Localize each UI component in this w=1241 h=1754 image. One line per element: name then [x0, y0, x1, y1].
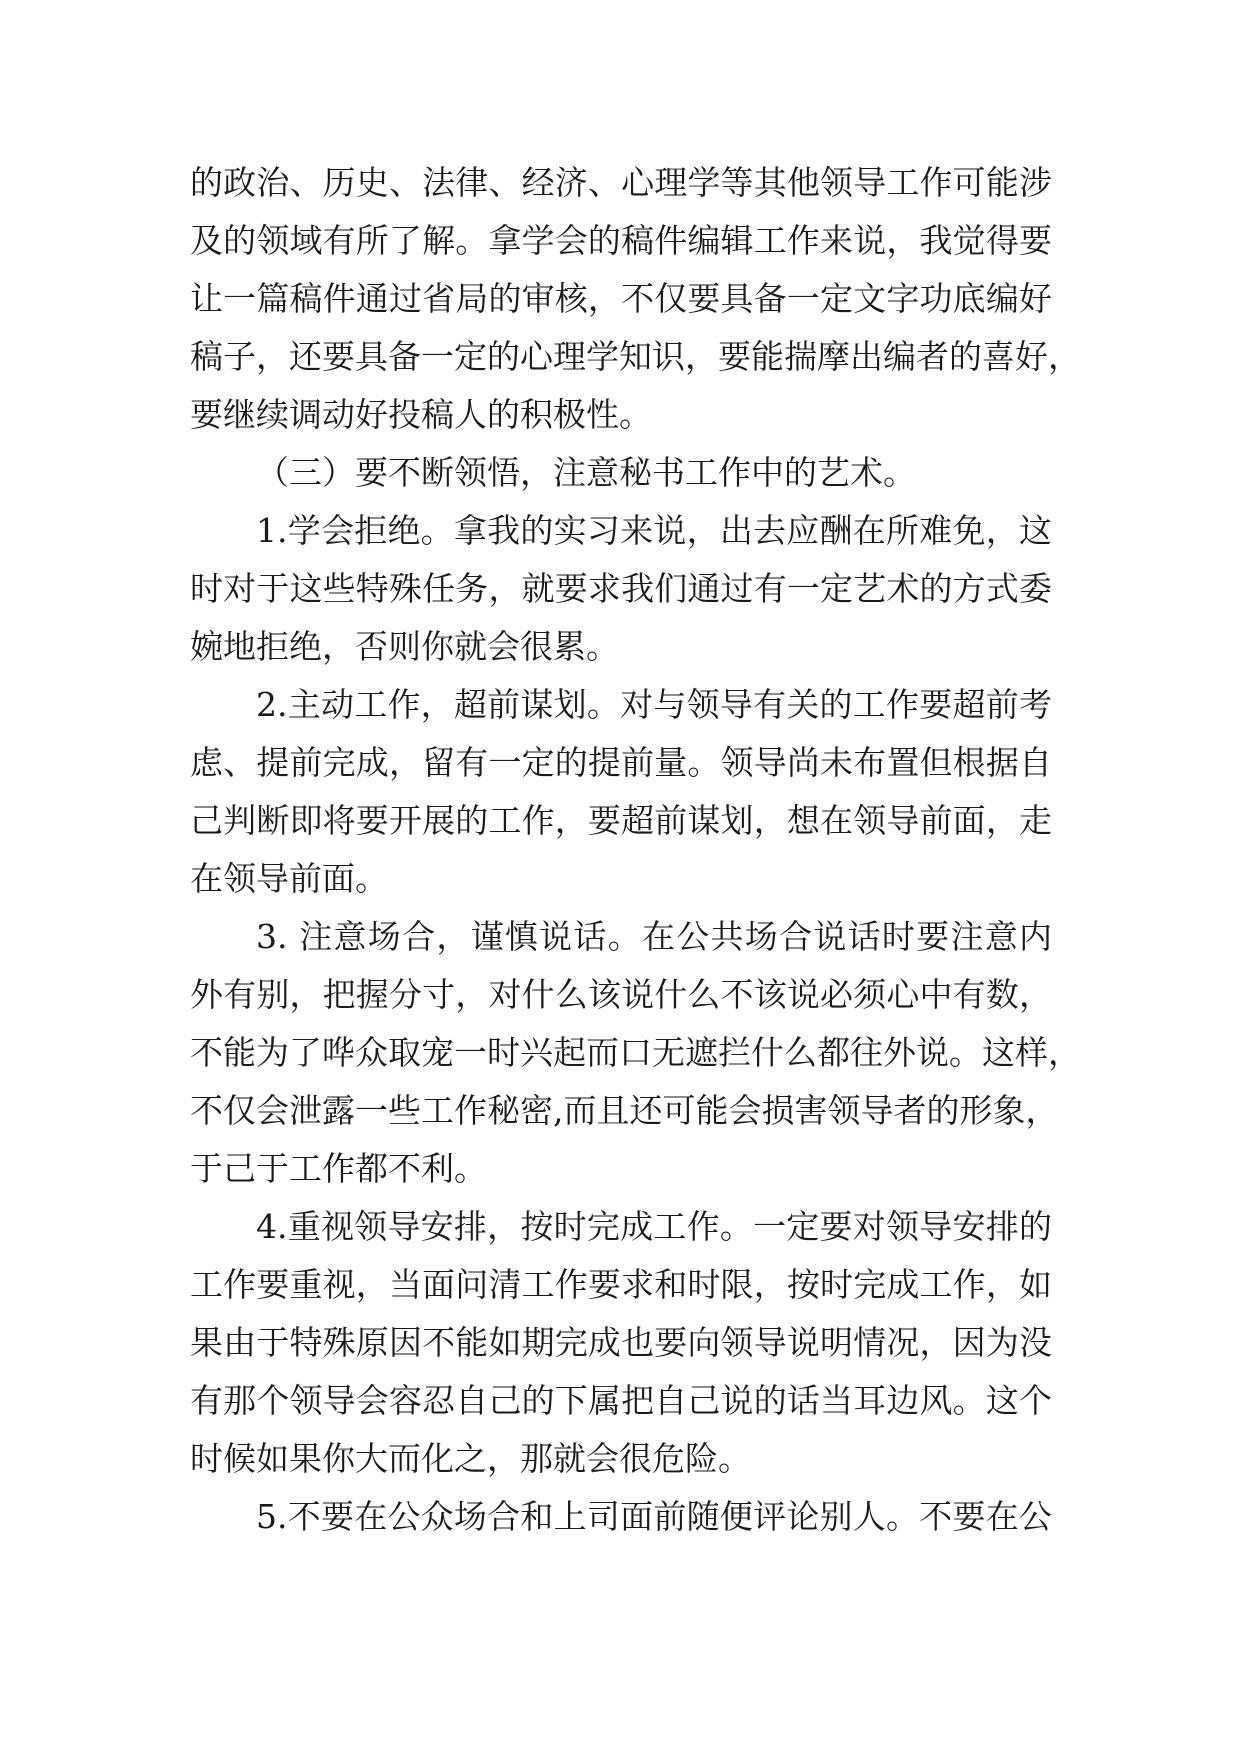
text-line: 让一篇稿件通过省局的审核，不仅要具备一定文字功底编好: [190, 279, 1052, 318]
text-line: 婉地拒绝，否则你就会很累。: [190, 627, 619, 666]
text-line: 在领导前面。: [190, 859, 388, 898]
text-line: 要继续调动好投稿人的积极性。: [190, 395, 652, 434]
text-line: 时对于这些特殊任务，就要求我们通过有一定艺术的方式委: [190, 569, 1052, 608]
text-line: 1.学会拒绝。拿我的实习来说，出去应酬在所难免，这: [256, 511, 1052, 550]
text-line: 工作要重视，当面问清工作要求和时限，按时完成工作，如: [190, 1265, 1052, 1304]
text-line: 4.重视领导安排，按时完成工作。一定要对领导安排的: [256, 1207, 1052, 1246]
section-heading: （三）要不断领悟，注意秘书工作中的艺术。: [256, 453, 916, 492]
text-line: 外有别，把握分寸，对什么该说什么不该说必须心中有数，: [190, 975, 1052, 1014]
text-line: 时候如果你大而化之，那就会很危险。: [190, 1439, 751, 1478]
text-line: 己判断即将要开展的工作，要超前谋划，想在领导前面，走: [190, 801, 1052, 840]
text-line: 3. 注意场合，谨慎说话。在公共场合说话时要注意内: [256, 917, 1052, 956]
text-line: 果由于特殊原因不能如期完成也要向领导说明情况，因为没: [190, 1323, 1052, 1362]
text-line: 5.不要在公众场合和上司面前随便评论别人。不要在公: [256, 1497, 1052, 1536]
text-line: 虑、提前完成，留有一定的提前量。领导尚未布置但根据自: [190, 743, 1052, 782]
text-line: 于己于工作都不利。: [190, 1149, 487, 1188]
text-line: 及的领域有所了解。拿学会的稿件编辑工作来说，我觉得要: [190, 221, 1052, 260]
text-line: 有那个领导会容忍自己的下属把自己说的话当耳边风。这个: [190, 1381, 1052, 1420]
text-line: 不能为了哗众取宠一时兴起而口无遮拦什么都往外说。这样，: [190, 1033, 1081, 1072]
text-line: 稿子，还要具备一定的心理学知识，要能揣摩出编者的喜好，: [190, 337, 1081, 376]
text-line: 2.主动工作，超前谋划。对与领导有关的工作要超前考: [256, 685, 1052, 724]
text-line: 不仅会泄露一些工作秘密,而且还可能会损害领导者的形象，: [190, 1091, 1059, 1130]
text-line: 的政治、历史、法律、经济、心理学等其他领导工作可能涉: [190, 163, 1052, 202]
